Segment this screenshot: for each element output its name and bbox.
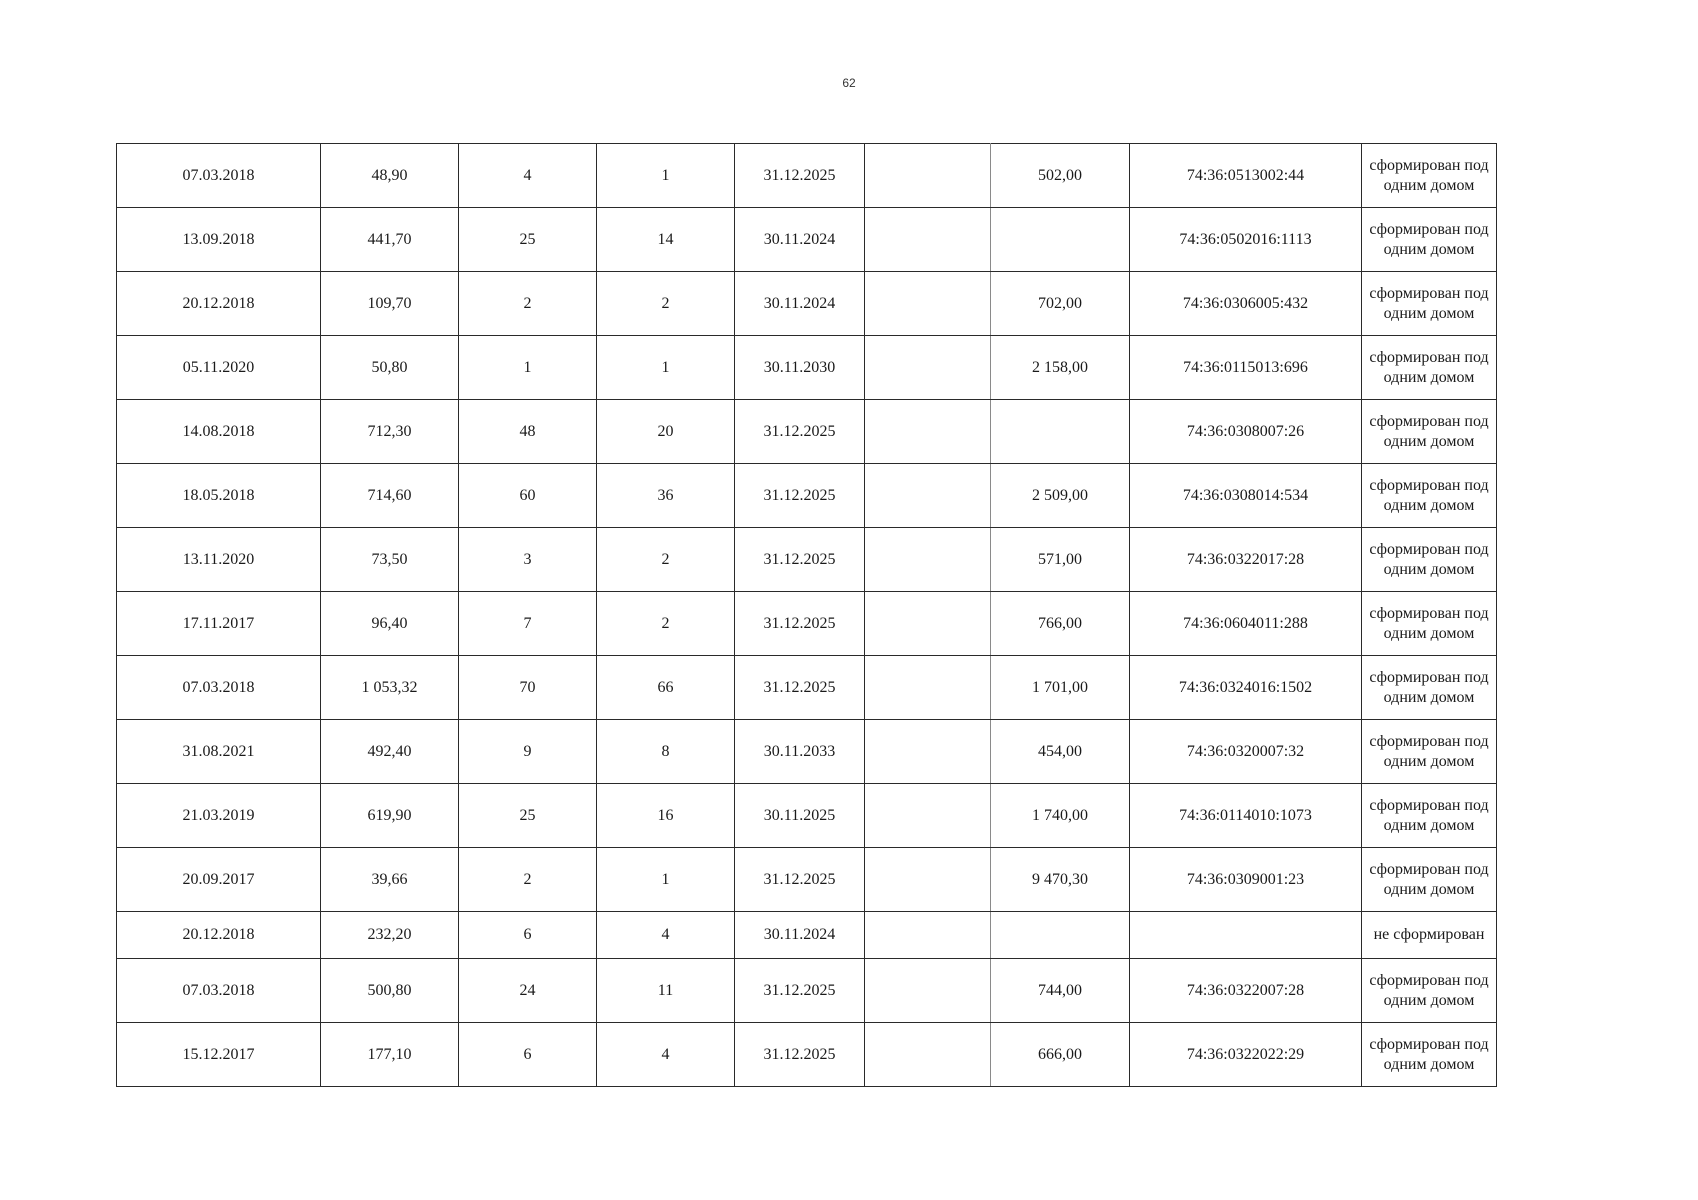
cell-land-area (991, 208, 1130, 272)
cell-blank (865, 720, 991, 784)
cell-date: 07.03.2018 (117, 959, 321, 1023)
table-row (117, 144, 1497, 208)
cell-status: сформирован под одним домом (1362, 848, 1497, 912)
cell-cadastral: 74:36:0322022:29 (1130, 1023, 1362, 1087)
cell-apartments: 1 (597, 848, 735, 912)
cell-apartments: 1 (597, 144, 735, 208)
cell-apartments: 4 (597, 912, 735, 959)
cell-blank (865, 592, 991, 656)
cell-blank (865, 144, 991, 208)
cell-status: сформирован под одним домом (1362, 400, 1497, 464)
table-row (117, 464, 1497, 528)
cell-area: 714,60 (321, 464, 459, 528)
cell-blank (865, 656, 991, 720)
cell-date: 15.12.2017 (117, 1023, 321, 1087)
cell-area: 109,70 (321, 272, 459, 336)
cell-date: 20.12.2018 (117, 272, 321, 336)
cell-status: сформирован под одним домом (1362, 208, 1497, 272)
cell-blank (865, 784, 991, 848)
cell-residents: 2 (459, 272, 597, 336)
cell-date: 07.03.2018 (117, 656, 321, 720)
cell-date: 05.11.2020 (117, 336, 321, 400)
cell-cadastral: 74:36:0306005:432 (1130, 272, 1362, 336)
cell-deadline: 31.12.2025 (735, 1023, 865, 1087)
table-row (117, 528, 1497, 592)
cell-cadastral: 74:36:0308014:534 (1130, 464, 1362, 528)
cell-apartments: 66 (597, 656, 735, 720)
cell-blank (865, 912, 991, 959)
cell-residents: 24 (459, 959, 597, 1023)
cell-date: 13.11.2020 (117, 528, 321, 592)
cell-blank (865, 528, 991, 592)
cell-apartments: 20 (597, 400, 735, 464)
cell-land-area: 744,00 (991, 959, 1130, 1023)
cell-deadline: 31.12.2025 (735, 144, 865, 208)
cell-deadline: 31.12.2025 (735, 592, 865, 656)
cell-deadline: 30.11.2024 (735, 208, 865, 272)
cell-date: 31.08.2021 (117, 720, 321, 784)
cell-deadline: 31.12.2025 (735, 656, 865, 720)
cell-residents: 2 (459, 848, 597, 912)
cell-apartments: 2 (597, 592, 735, 656)
cell-status: сформирован под одним домом (1362, 272, 1497, 336)
cell-cadastral: 74:36:0320007:32 (1130, 720, 1362, 784)
cell-apartments: 4 (597, 1023, 735, 1087)
cell-cadastral: 74:36:0322007:28 (1130, 959, 1362, 1023)
cell-deadline: 30.11.2025 (735, 784, 865, 848)
cell-blank (865, 959, 991, 1023)
cell-blank (865, 272, 991, 336)
cell-land-area: 1 701,00 (991, 656, 1130, 720)
cell-residents: 1 (459, 336, 597, 400)
cell-blank (865, 336, 991, 400)
cell-land-area (991, 912, 1130, 959)
cell-residents: 60 (459, 464, 597, 528)
cell-date: 13.09.2018 (117, 208, 321, 272)
cell-status: сформирован под одним домом (1362, 959, 1497, 1023)
cell-status: сформирован под одним домом (1362, 784, 1497, 848)
cell-apartments: 2 (597, 528, 735, 592)
table-row (117, 656, 1497, 720)
cell-deadline: 31.12.2025 (735, 528, 865, 592)
cell-cadastral: 74:36:0114010:1073 (1130, 784, 1362, 848)
cell-cadastral (1130, 912, 1362, 959)
cell-area: 96,40 (321, 592, 459, 656)
cell-land-area: 666,00 (991, 1023, 1130, 1087)
cell-residents: 25 (459, 784, 597, 848)
cell-cadastral: 74:36:0502016:1113 (1130, 208, 1362, 272)
cell-residents: 4 (459, 144, 597, 208)
table-row (117, 784, 1497, 848)
cell-area: 73,50 (321, 528, 459, 592)
cell-deadline: 30.11.2024 (735, 912, 865, 959)
cell-status: сформирован под одним домом (1362, 528, 1497, 592)
cell-area: 232,20 (321, 912, 459, 959)
cell-apartments: 16 (597, 784, 735, 848)
table-row (117, 208, 1497, 272)
cell-deadline: 31.12.2025 (735, 848, 865, 912)
cell-blank (865, 848, 991, 912)
table-row (117, 720, 1497, 784)
cell-status: сформирован под одним домом (1362, 336, 1497, 400)
cell-residents: 6 (459, 912, 597, 959)
cell-apartments: 1 (597, 336, 735, 400)
cell-date: 20.12.2018 (117, 912, 321, 959)
cell-apartments: 2 (597, 272, 735, 336)
cell-cadastral: 74:36:0115013:696 (1130, 336, 1362, 400)
cell-area: 712,30 (321, 400, 459, 464)
cell-land-area: 702,00 (991, 272, 1130, 336)
cell-area: 48,90 (321, 144, 459, 208)
table-row (117, 1023, 1497, 1087)
cell-land-area: 454,00 (991, 720, 1130, 784)
cell-apartments: 36 (597, 464, 735, 528)
cell-cadastral: 74:36:0322017:28 (1130, 528, 1362, 592)
cell-area: 177,10 (321, 1023, 459, 1087)
cell-status: сформирован под одним домом (1362, 1023, 1497, 1087)
cell-land-area: 2 158,00 (991, 336, 1130, 400)
cell-status: сформирован под одним домом (1362, 592, 1497, 656)
table-row (117, 400, 1497, 464)
cell-land-area: 502,00 (991, 144, 1130, 208)
cell-status: сформирован под одним домом (1362, 720, 1497, 784)
cell-apartments: 11 (597, 959, 735, 1023)
cell-deadline: 30.11.2033 (735, 720, 865, 784)
cell-area: 50,80 (321, 336, 459, 400)
cell-blank (865, 464, 991, 528)
housing-table (116, 143, 1497, 1087)
cell-date: 20.09.2017 (117, 848, 321, 912)
cell-blank (865, 1023, 991, 1087)
cell-residents: 25 (459, 208, 597, 272)
cell-area: 1 053,32 (321, 656, 459, 720)
cell-residents: 3 (459, 528, 597, 592)
cell-area: 441,70 (321, 208, 459, 272)
cell-deadline: 31.12.2025 (735, 464, 865, 528)
table-row (117, 848, 1497, 912)
table-row (117, 592, 1497, 656)
cell-area: 500,80 (321, 959, 459, 1023)
cell-blank (865, 400, 991, 464)
table-row (117, 272, 1497, 336)
cell-date: 21.03.2019 (117, 784, 321, 848)
cell-cadastral: 74:36:0604011:288 (1130, 592, 1362, 656)
cell-cadastral: 74:36:0513002:44 (1130, 144, 1362, 208)
page-number: 62 (842, 76, 856, 90)
cell-deadline: 30.11.2030 (735, 336, 865, 400)
cell-area: 39,66 (321, 848, 459, 912)
cell-cadastral: 74:36:0308007:26 (1130, 400, 1362, 464)
cell-apartments: 8 (597, 720, 735, 784)
cell-deadline: 30.11.2024 (735, 272, 865, 336)
cell-status: сформирован под одним домом (1362, 464, 1497, 528)
cell-cadastral: 74:36:0324016:1502 (1130, 656, 1362, 720)
cell-land-area: 1 740,00 (991, 784, 1130, 848)
table-body (117, 144, 1497, 1087)
cell-land-area: 2 509,00 (991, 464, 1130, 528)
cell-residents: 9 (459, 720, 597, 784)
cell-residents: 70 (459, 656, 597, 720)
cell-date: 17.11.2017 (117, 592, 321, 656)
cell-date: 18.05.2018 (117, 464, 321, 528)
cell-status: сформирован под одним домом (1362, 656, 1497, 720)
cell-deadline: 31.12.2025 (735, 400, 865, 464)
cell-land-area: 571,00 (991, 528, 1130, 592)
cell-residents: 7 (459, 592, 597, 656)
cell-deadline: 31.12.2025 (735, 959, 865, 1023)
cell-residents: 6 (459, 1023, 597, 1087)
cell-land-area (991, 400, 1130, 464)
cell-cadastral: 74:36:0309001:23 (1130, 848, 1362, 912)
table-row (117, 959, 1497, 1023)
cell-area: 619,90 (321, 784, 459, 848)
table-row (117, 912, 1497, 959)
cell-date: 07.03.2018 (117, 144, 321, 208)
cell-land-area: 9 470,30 (991, 848, 1130, 912)
cell-status: не сформирован (1362, 912, 1497, 959)
cell-date: 14.08.2018 (117, 400, 321, 464)
table-row (117, 336, 1497, 400)
cell-land-area: 766,00 (991, 592, 1130, 656)
cell-blank (865, 208, 991, 272)
cell-residents: 48 (459, 400, 597, 464)
cell-area: 492,40 (321, 720, 459, 784)
cell-status: сформирован под одним домом (1362, 144, 1497, 208)
cell-apartments: 14 (597, 208, 735, 272)
